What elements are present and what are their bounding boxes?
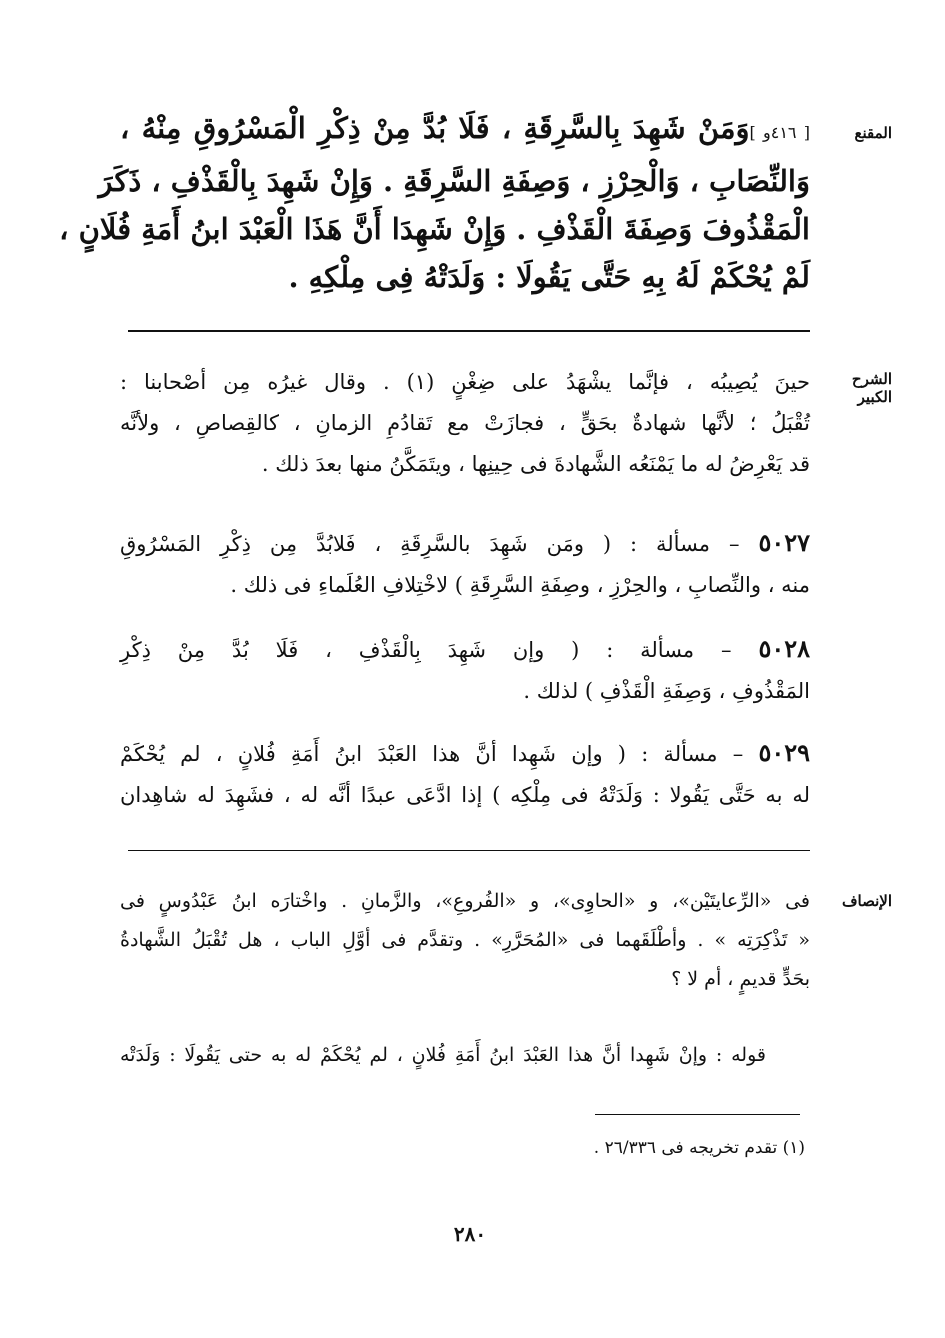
sharh-intro (120, 362, 810, 485)
masala-5027: ٥٠٢٧ – مسألة : ( ومَن شَهِدَ بالسَّرِقَةِ ، فَلابُدَّ مِن ذِكْرِ المَسْرُوقِ منه ، والنِّصابِ ، والحِرْزِ ، وصِفَةِ السَّرِقَةِ ) لاخْتِلافِ العُلَماءِ فى ذلك . (120, 528, 810, 597)
masala-number: ٥٠٢٩ (758, 738, 811, 767)
masala-5029: ٥٠٢٩ – مسألة : ( وإن شَهِدا أنَّ هذا العَبْدَ ابنُ أَمَةِ فُلانٍ ، لم يُحْكَمْ له به حَتَّى يَقُولا : وَلَدَتْهُ فى مِلْكِه ) إذا ادَّعَى عبدًا أنَّه له ، فشَهِدَ له شاهِدان (120, 738, 811, 807)
muqni-line-2: وَالنِّصَابِ ، وَالْحِرْزِ ، وَصِفَةِ السَّرِقَةِ . وَإِنْ شَهِدَ بِالْقَذْفِ ، ذَكَرَ (98, 164, 810, 198)
sharh-line-2: تُقْبَلُ ؛ لأنَّها شهادةٌ بحَقٍّ ، فجازَتْ مع تَقادُمِ الزمانِ ، كالقِصاصِ ، ولأنَّه (120, 411, 810, 435)
muqni-text (59, 104, 810, 301)
muqni-label: المقنع (854, 124, 892, 142)
sharh-label: الشرح الكبير (851, 370, 892, 406)
masala-5028: ٥٠٢٨ – مسألة : ( وإن شَهِدَ بِالْقَذْفِ ، فَلَا بُدَّ مِنْ ذِكْرِ المَقْذُوفِ ، وَصِفَةِ الْقَذْفِ ) لذلك . (120, 634, 810, 703)
qawluhu-line: قوله : وإنْ شَهِدا أنَّ هذا العَبْدَ ابنُ أَمَةِ فُلانٍ ، لم يُحْكَمْ له به حتى يَقُولَا : وَلَدَتْه (120, 1044, 766, 1066)
page-ref: [ ٤١٦و ] (749, 123, 810, 142)
divider-muqni (128, 330, 810, 332)
insaf-line-3: بحَدٍّ قديمٍ ، أم لا ؟ (671, 968, 810, 990)
insaf-text (120, 882, 810, 999)
footnote-divider (595, 1114, 800, 1115)
footnote: (١) تقدم تخريجه فى ٢٦/٣٣٦ . (593, 1138, 805, 1158)
sharh-line-3: قد يَعْرِضُ له ما يَمْنَعُه الشَّهادةَ فى حِينِها ، ويتَمَكَّنُ منها بعدَ ذلك . (261, 452, 810, 476)
muqni-line-1: [ ٤١٦و ]وَمَنْ شَهِدَ بِالسَّرِقَةِ ، فَلَا بُدَّ مِنْ ذِكْرِ الْمَسْرُوقِ مِنْهُ ، (120, 111, 810, 145)
masala-number: ٥٠٢٧ (758, 528, 810, 557)
muqni-line-4: لَمْ يُحْكَمْ لَهُ بِهِ حَتَّى يَقُولَا : وَلَدَتْهُ فِى مِلْكِهِ . (288, 260, 810, 294)
insaf-line-2: « تَذْكِرَتِه » . وأطْلَقَهما فى «المُحَرَّرِ» . وتقدَّم فى أوَّلِ الباب ، هل تُقْبَلُ الشَّهادةُ (120, 929, 810, 951)
insaf-line-1: فى «الرِّعايتَيْن»، و «الحاوِى»، و «الفُروعِ»، والزَّمانِ . واخْتارَه ابنُ عَبْدُوسٍ فى (120, 890, 810, 912)
divider-sharh (128, 850, 810, 851)
sharh-line-1: حينَ يُصِيبُه ، فإنَّما يشْهَدُ على ضِغْنٍ (١) . وقال غيرُه مِن أصْحابنا : (120, 370, 810, 394)
page-number: ٢٨٠ (453, 1222, 487, 1246)
insaf-qawluhu (120, 1036, 810, 1075)
insaf-label: الإنصاف (841, 892, 892, 910)
masala-number: ٥٠٢٨ (758, 634, 810, 663)
muqni-line-3: الْمَقْذُوفَ وَصِفَةَ الْقَذْفِ . وَإِنْ شَهِدَا أَنَّ هَذَا الْعَبْدَ ابنُ أَمَةِ فُلَانٍ ، (59, 212, 810, 246)
